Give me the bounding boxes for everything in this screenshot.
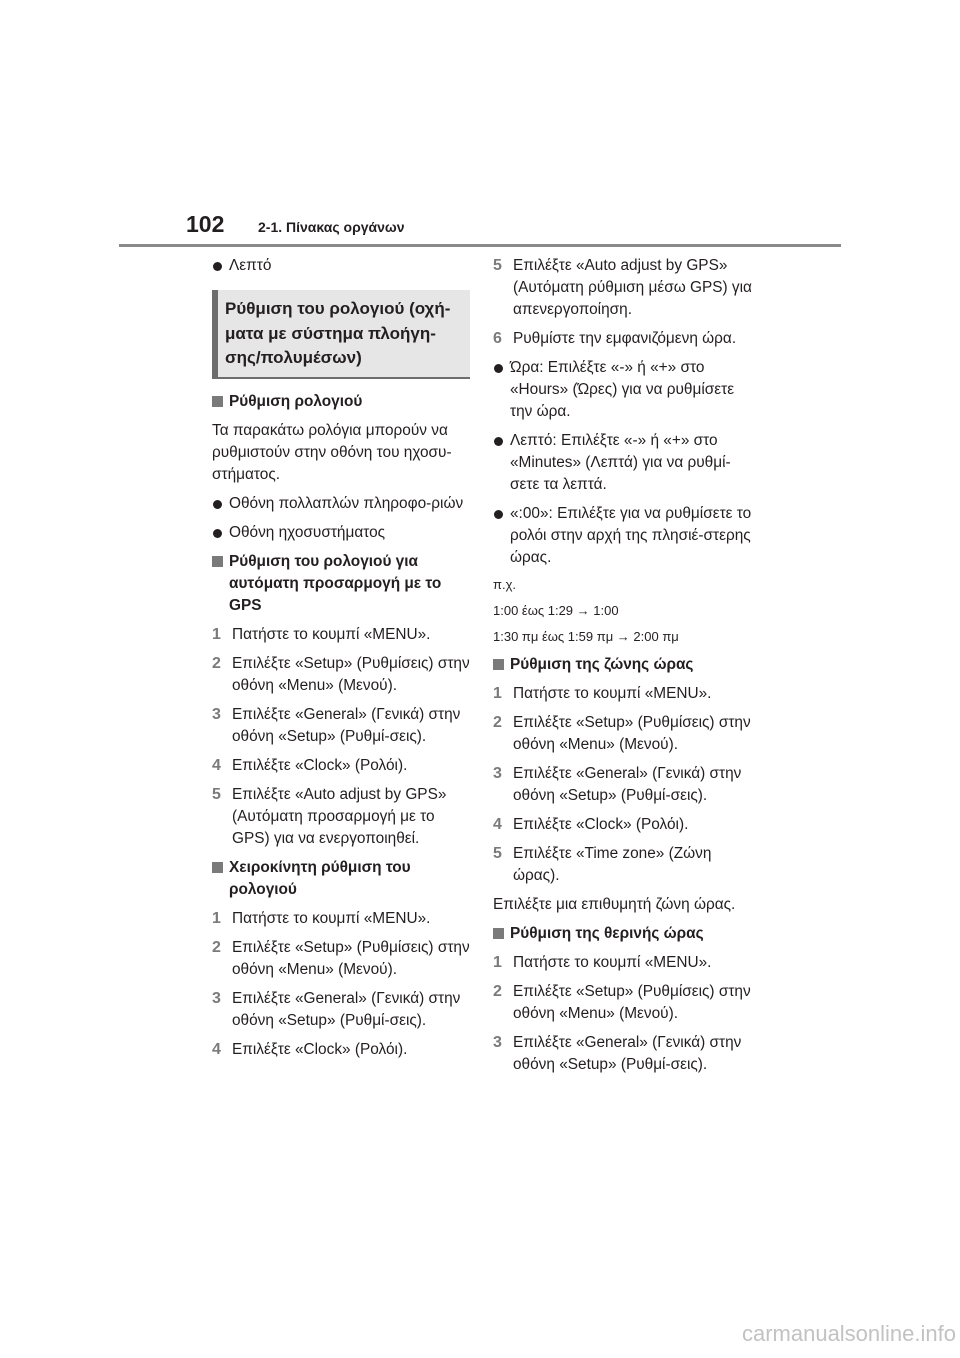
bullet-item: Οθόνη πολλαπλών πληροφο-ριών: [212, 493, 470, 515]
bullet-item: Οθόνη ηχοσυστήματος: [212, 522, 470, 544]
step-text: Ρυθμίστε την εμφανιζόμενη ώρα.: [513, 330, 737, 347]
section-heading-box: [212, 290, 470, 379]
section-title: 2-1. Πίνακας οργάνων: [258, 219, 405, 235]
step-number: 3: [493, 765, 502, 782]
step-item: [212, 988, 470, 1032]
watermark: carmanualsonline.info: [741, 1321, 956, 1346]
subheading-time-zone: Ρύθμιση της ζώνης ώρας: [493, 654, 755, 676]
step-item: [212, 653, 470, 697]
step-text: Επιλέξτε «Clock» (Ρολόι).: [513, 816, 689, 833]
step-text: Επιλέξτε «General» (Γενικά) στην οθόνη «Setup» (Ρυθμί-σεις).: [513, 1034, 742, 1073]
bullet-item: Ώρα: Επιλέξτε «-» ή «+» στο «Hours» (Ώρες) για να ρυθμίσετε την ώρα.: [493, 357, 755, 423]
step-text: Πατήστε το κουμπί «MENU».: [232, 625, 431, 643]
step-text: Πατήστε το κουμπί «MENU».: [232, 909, 431, 927]
step-text: Επιλέξτε «Auto adjust by GPS» (Αυτόματη προσαρμογή με το GPS) για να ενεργοποιηθεί.: [232, 785, 447, 847]
bullet-item: «:00»: Επιλέξτε για να ρυθμίσετε το ρολόι στην αρχή της πλησιέ-στερης ώρας.: [493, 503, 755, 569]
step-text: Επιλέξτε «Setup» (Ρυθμίσεις) στην οθόνη «Menu» (Μενού).: [232, 654, 470, 694]
step-number: 1: [212, 909, 221, 927]
step-number: 1: [493, 685, 502, 702]
step-number: 2: [493, 983, 502, 1000]
step-item: [212, 1039, 470, 1061]
step-text: Επιλέξτε «General» (Γενικά) στην οθόνη «Setup» (Ρυθμί-σεις).: [232, 705, 461, 745]
step-number: 6: [493, 330, 502, 347]
step-number: 1: [493, 954, 502, 971]
step-item: [493, 981, 755, 1025]
step-number: 2: [212, 654, 221, 672]
step-number: 3: [212, 989, 221, 1007]
step-item: [493, 952, 755, 974]
step-number: 4: [212, 1040, 221, 1058]
step-number: 2: [212, 938, 221, 956]
step-text: Πατήστε το κουμπί «MENU».: [513, 685, 712, 702]
bullet-item: Λεπτό: [212, 255, 470, 277]
step-number: 2: [493, 714, 502, 731]
step-text: Επιλέξτε «Clock» (Ρολόι).: [232, 756, 408, 774]
step-item: [493, 683, 755, 705]
example-line: 1:30 πμ έως 1:59 πμ → 2:00 πμ: [493, 629, 679, 644]
section-heading: Ρύθμιση του ρολογιού (οχή- ματα με σύστημα πλοήγη- σης/πολυμέσων): [225, 299, 451, 367]
right-column: [493, 255, 755, 1083]
step-item: [212, 704, 470, 748]
step-number: 1: [212, 625, 221, 643]
step-number: 5: [493, 257, 502, 274]
step-number: 4: [212, 756, 221, 774]
step-item: [212, 755, 470, 777]
step-item: [212, 908, 470, 930]
subheading-gps-auto-adjust: Ρύθμιση του ρολογιού για αυτόματη προσαρμογή με το GPS: [212, 551, 470, 617]
step-text: Επιλέξτε «Setup» (Ρυθμίσεις) στην οθόνη «Menu» (Μενού).: [513, 714, 751, 753]
step-item: [493, 712, 755, 756]
bullet-item: Λεπτό: Επιλέξτε «-» ή «+» στο «Minutes» (Λεπτά) για να ρυθμί-σετε τα λεπτά.: [493, 430, 755, 496]
step-text: Επιλέξτε «Setup» (Ρυθμίσεις) στην οθόνη «Menu» (Μενού).: [513, 983, 751, 1022]
step-text: Επιλέξτε «Setup» (Ρυθμίσεις) στην οθόνη «Menu» (Μενού).: [232, 938, 470, 978]
page-number: 102: [186, 211, 225, 237]
step-item: [493, 763, 755, 807]
step-number: 3: [212, 705, 221, 723]
paragraph: Επιλέξτε μια επιθυμητή ζώνη ώρας.: [493, 896, 736, 913]
step-item: [212, 784, 470, 850]
step-text: Επιλέξτε «General» (Γενικά) στην οθόνη «Setup» (Ρυθμί-σεις).: [513, 765, 742, 804]
step-item: [493, 328, 755, 350]
step-number: 3: [493, 1034, 502, 1051]
step-text: Πατήστε το κουμπί «MENU».: [513, 954, 712, 971]
subheading-manual-clock: Χειροκίνητη ρύθμιση του ρολογιού: [212, 857, 470, 901]
step-text: Επιλέξτε «General» (Γενικά) στην οθόνη «Setup» (Ρυθμί-σεις).: [232, 989, 461, 1029]
step-item: [212, 624, 470, 646]
step-item: [493, 255, 755, 321]
step-text: Επιλέξτε «Time zone» (Ζώνη ώρας).: [513, 845, 712, 884]
step-text: Επιλέξτε «Clock» (Ρολόι).: [232, 1040, 408, 1058]
step-text: Επιλέξτε «Auto adjust by GPS» (Αυτόματη ρύθμιση μέσω GPS) για απενεργοποίηση.: [513, 257, 752, 318]
example-label: π.χ.: [493, 577, 517, 592]
step-item: [493, 843, 755, 887]
header-rule: [119, 244, 841, 247]
step-number: 5: [493, 845, 502, 862]
step-item: [212, 937, 470, 981]
step-item: [493, 1032, 755, 1076]
left-column: [212, 255, 470, 1068]
example-line: 1:00 έως 1:29 → 1:00: [493, 603, 619, 618]
step-number: 4: [493, 816, 502, 833]
paragraph: Τα παρακάτω ρολόγια μπορούν να ρυθμιστούν στην οθόνη του ηχοσυ-στήματος.: [212, 421, 452, 483]
subheading-clock-setting: Ρύθμιση ρολογιού: [212, 391, 470, 413]
step-number: 5: [212, 785, 221, 803]
step-item: [493, 814, 755, 836]
subheading-daylight-saving: Ρύθμιση της θερινής ώρας: [493, 923, 755, 945]
